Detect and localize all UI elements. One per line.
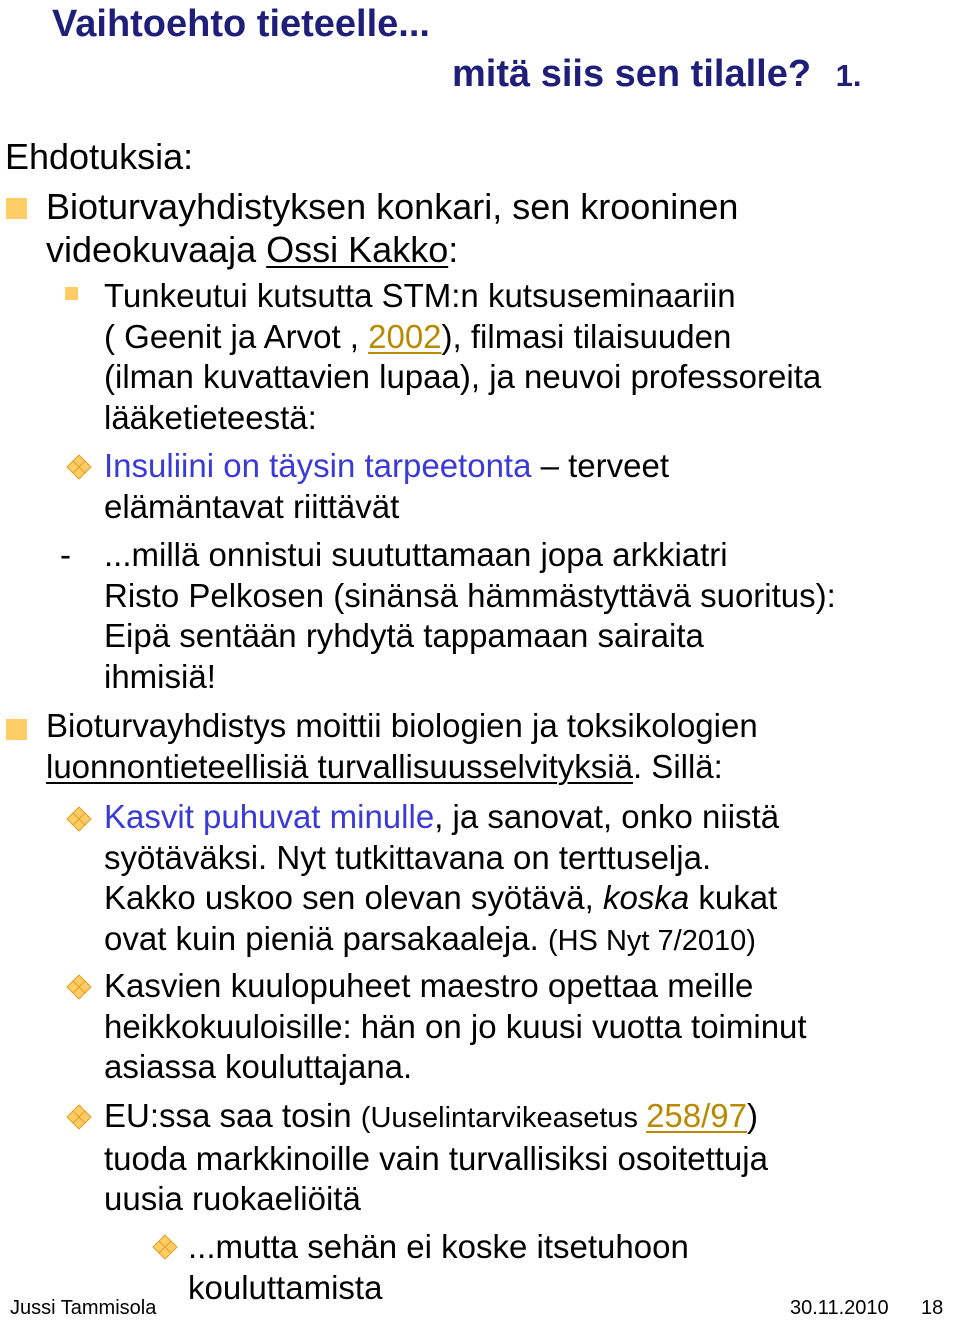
diamond-item-2-line-4 bbox=[104, 919, 779, 962]
sub-bullet-1-line-4: lääketieteestä: bbox=[104, 398, 317, 436]
sub-bullet-1-line-2 bbox=[104, 317, 821, 358]
diamond-item-5-line-2: kouluttamista bbox=[188, 1268, 383, 1306]
ossi-kakko-link[interactable]: Ossi Kakko bbox=[266, 229, 449, 270]
bullet-1 bbox=[46, 185, 738, 271]
dash-item-line-1: ...millä onnistui suututtamaan jopa arkkiatri bbox=[104, 536, 728, 573]
regulation-close-paren: ) bbox=[747, 1097, 759, 1134]
diamond-bullet-icon bbox=[66, 974, 92, 1000]
diamond-item-2 bbox=[104, 797, 779, 961]
year-2002-link[interactable]: 2002 bbox=[368, 317, 442, 355]
sub-bullet-1-line-1: Tunkeutui kutsutta STM:n kutsuseminaariin bbox=[104, 277, 736, 314]
square-bullet-icon bbox=[6, 198, 27, 219]
diamond-bullet-icon bbox=[152, 1234, 178, 1260]
dash-item-line-4: ihmisiä! bbox=[104, 657, 216, 695]
diamond-item-5 bbox=[188, 1227, 689, 1308]
diamond-item-2-text: Kakko uskoo sen olevan syötävä, bbox=[104, 879, 603, 916]
diamond-item-2-rest: , ja sanovat, onko niistä bbox=[434, 798, 780, 835]
bullet-1-text: videokuvaaja bbox=[46, 229, 267, 270]
small-square-bullet-icon bbox=[65, 287, 78, 300]
title-question: mitä siis sen tilalle? bbox=[452, 53, 812, 95]
bullet-1-line-2 bbox=[46, 228, 738, 271]
dash-icon: - bbox=[60, 536, 71, 573]
diamond-item-1-rest: – terveet bbox=[531, 447, 670, 484]
bullet-1-line-1: Bioturvayhdistyksen konkari, sen krooninen bbox=[46, 186, 739, 227]
diamond-item-5-line-1: ...mutta sehän ei koske itsetuhoon bbox=[188, 1228, 689, 1265]
regulation-258-97-link[interactable]: 258/97 bbox=[646, 1097, 748, 1134]
safety-studies-link[interactable]: luonnontieteellisiä turvallisuusselvityksiä bbox=[46, 747, 633, 785]
diamond-item-4-line-3: uusia ruokaeliöitä bbox=[104, 1180, 361, 1217]
diamond-item-3-line-3: asiassa kouluttajana. bbox=[104, 1048, 413, 1085]
bullet-2-tail: . Sillä: bbox=[632, 747, 723, 785]
diamond-item-4-text: EU:ssa saa tosin bbox=[104, 1097, 361, 1134]
diamond-item-3-line-1: Kasvien kuulopuheet maestro opettaa meille bbox=[104, 967, 754, 1004]
diamond-item-2-line-3 bbox=[104, 878, 779, 919]
dash-item-line-3: Eipä sentään ryhdytä tappamaan sairaita bbox=[104, 617, 704, 654]
source-hs: (HS Nyt 7/2010) bbox=[547, 924, 756, 957]
diamond-item-4-line-2: tuoda markkinoille vain turvallisiksi osoitettuja bbox=[104, 1139, 768, 1177]
diamond-item-2-line-1 bbox=[104, 797, 779, 838]
footer-author: Jussi Tammisola bbox=[10, 1297, 157, 1319]
diamond-bullet-icon bbox=[66, 454, 92, 480]
title-number: 1. bbox=[835, 58, 862, 93]
sub-bullet-1-text: ( Geenit ja Arvot , bbox=[104, 317, 369, 355]
diamond-item-1-line-2: elämäntavat riittävät bbox=[104, 487, 400, 525]
title-line-2 bbox=[452, 52, 861, 98]
koska-italic: koska bbox=[602, 879, 690, 916]
dash-item-line-2: Risto Pelkosen (sinänsä hämmästyttävä suoritus): bbox=[104, 576, 836, 614]
bullet-2-line-1: Bioturvayhdistys moittii biologien ja toksikologien bbox=[46, 707, 758, 744]
diamond-item-2-line-2: syötäväksi. Nyt tutkittavana on terttuselja. bbox=[104, 838, 712, 876]
insulin-quote: Insuliini on täysin tarpeetonta bbox=[104, 447, 532, 484]
bullet-1-colon: : bbox=[448, 229, 459, 270]
sub-bullet-1-text-2: ), filmasi tilaisuuden bbox=[441, 317, 732, 355]
footer-date: 30.11.2010 bbox=[790, 1297, 889, 1319]
diamond-item-4-line-1 bbox=[104, 1096, 768, 1139]
bullet-2-line-2 bbox=[46, 747, 758, 788]
diamond-item-3 bbox=[104, 966, 807, 1088]
diamond-item-2-text-3: ovat kuin pieniä parsakaaleja. bbox=[104, 919, 548, 957]
diamond-bullet-icon bbox=[66, 1104, 92, 1130]
bullet-2 bbox=[46, 706, 758, 787]
diamond-item-3-line-2: heikkokuuloisille: hän on jo kuusi vuotta toiminut bbox=[104, 1007, 807, 1045]
diamond-bullet-icon bbox=[66, 806, 92, 832]
diamond-item-1-line-1 bbox=[104, 446, 669, 487]
footer-page-number: 18 bbox=[921, 1297, 944, 1319]
intro-label: Ehdotuksia: bbox=[5, 136, 194, 177]
sub-bullet-1 bbox=[104, 276, 821, 438]
sub-bullet-1-line-3: (ilman kuvattavien lupaa), ja neuvoi professoreita bbox=[104, 358, 822, 395]
title-line-1: Vaihtoehto tieteelle... bbox=[52, 3, 430, 45]
plants-quote: Kasvit puhuvat minulle bbox=[104, 798, 435, 835]
diamond-item-2-text-2: kukat bbox=[689, 879, 778, 916]
diamond-item-1 bbox=[104, 446, 669, 527]
diamond-item-4 bbox=[104, 1096, 768, 1220]
regulation-source: (Uuselintarvikeasetus bbox=[360, 1102, 647, 1134]
square-bullet-icon bbox=[6, 719, 27, 740]
dash-item bbox=[104, 535, 836, 697]
